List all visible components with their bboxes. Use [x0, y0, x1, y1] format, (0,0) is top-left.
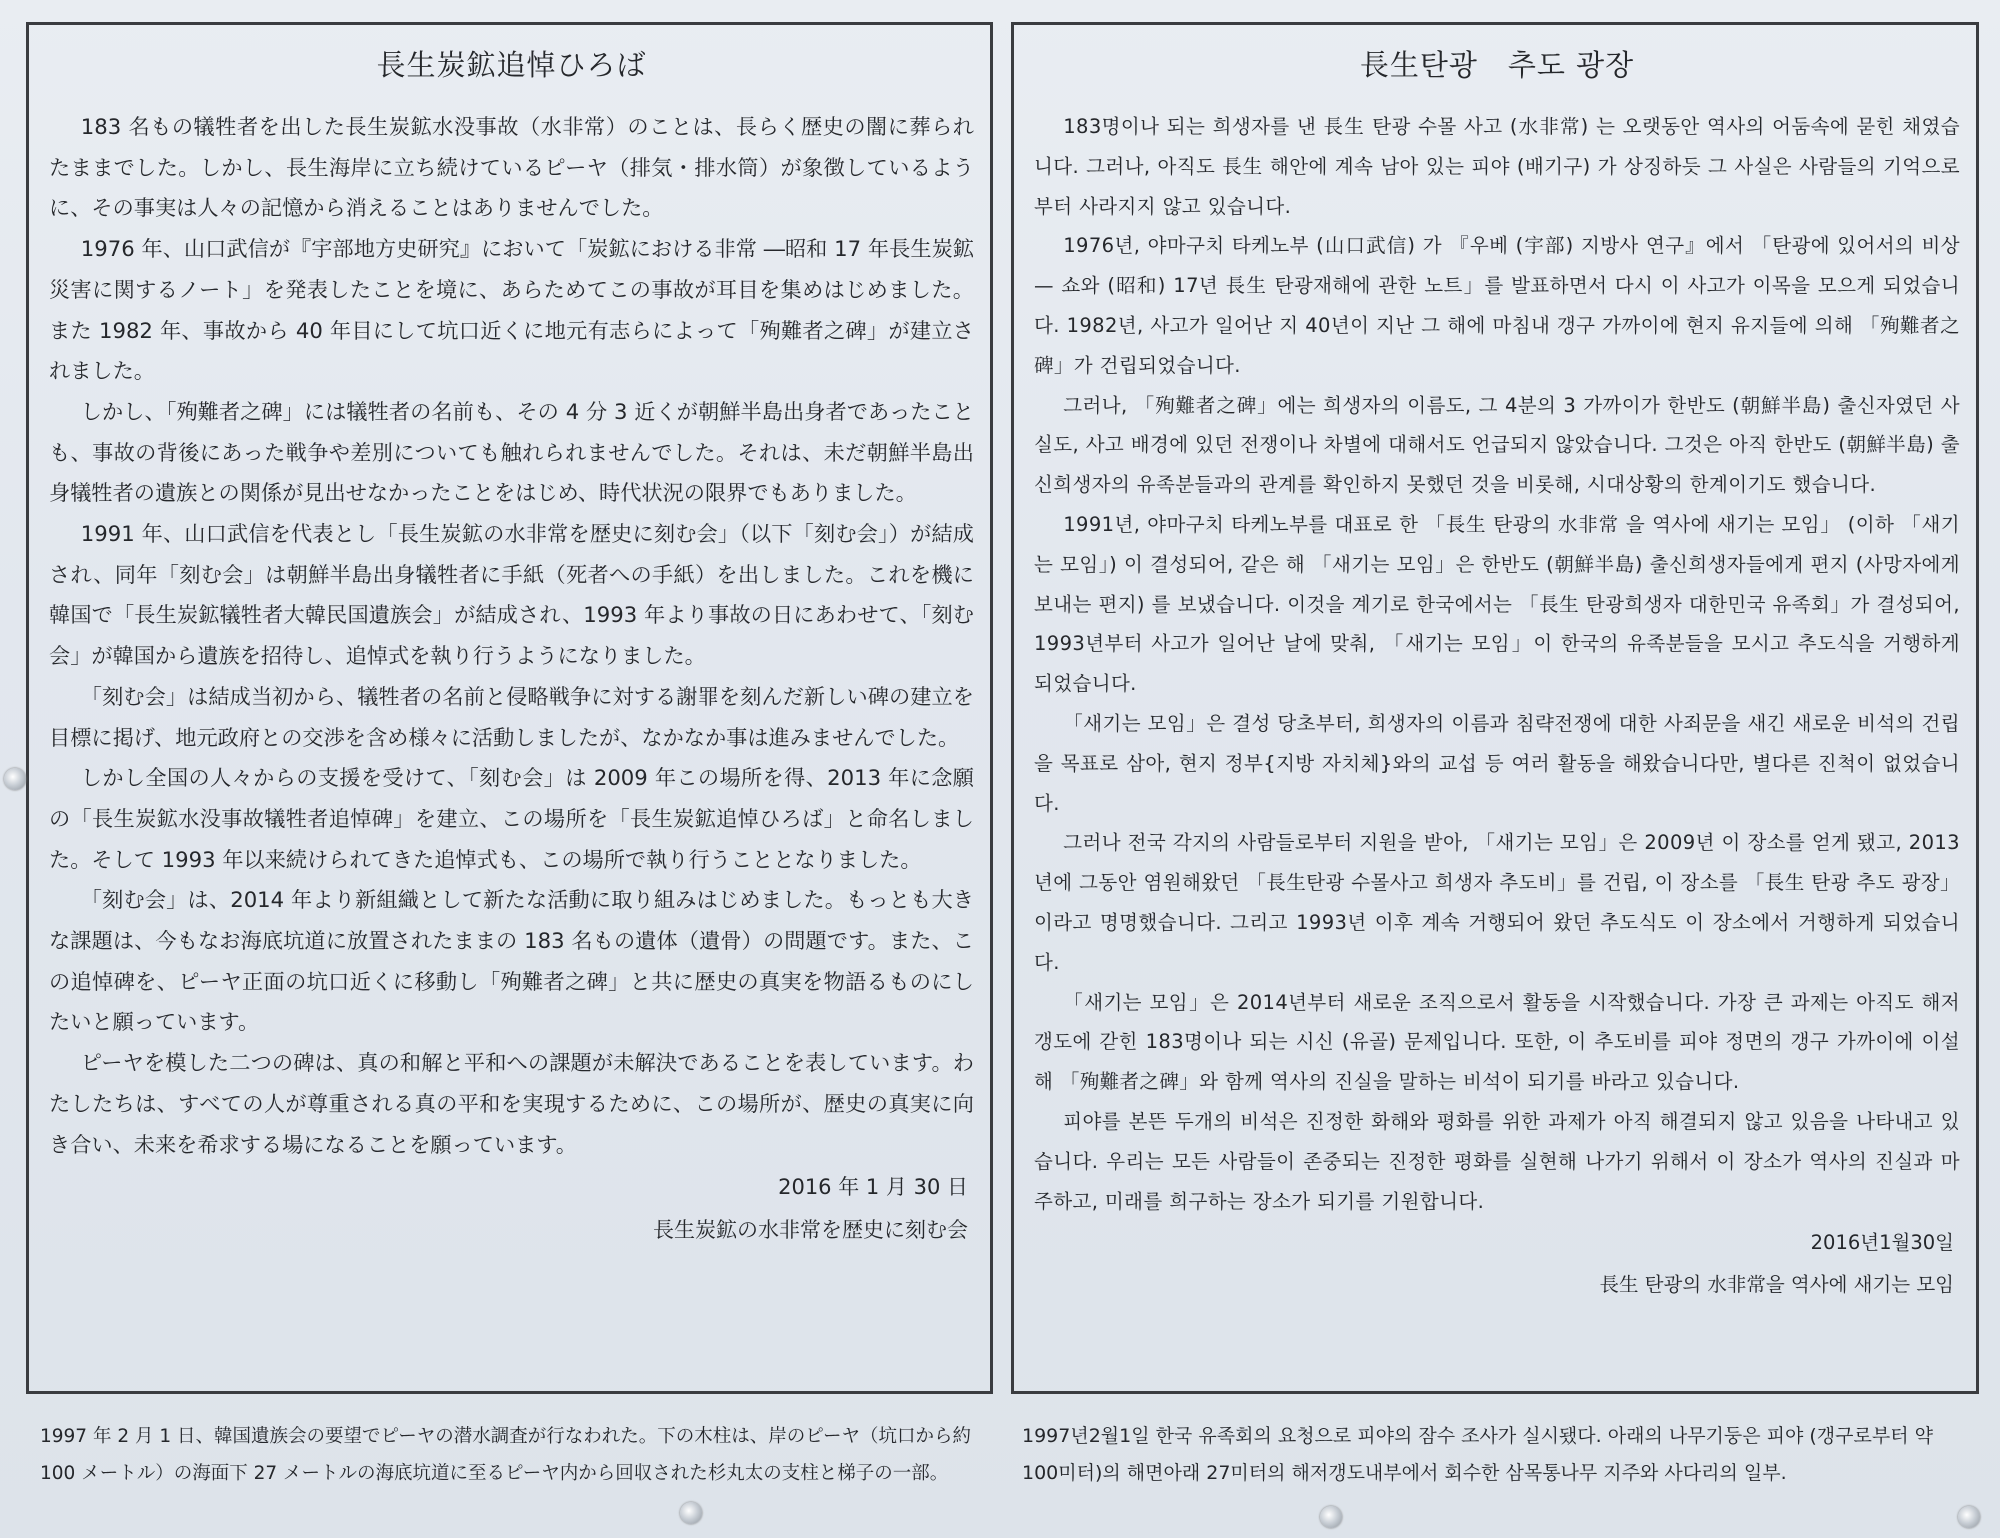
- kr-paragraph-4: 1991년, 야마구치 타케노부를 대표로 한 「長生 탄광의 水非常 을 역사에 새기는 모임」 (이하 「새기는 모임」) 이 결성되어, 같은 해 「새기는 모임」은 한반도 (朝鮮半島) 출신희생자들에게 편지 (사망자에게 보내는 편지) 를 보냈습니다. 이것을 계기로 한국에서는 「長生 탄광희생자 대한민국 유족회」가 결성되어, 1993년부터 사고가 일어난 날에 맞춰, 「새기는 모임」이 한국의 유족분들을 모시고 추도식을 거행하게 되었습니다.: [1034, 512, 1960, 696]
- jp-paragraph-6: しかし全国の人々からの支援を受けて、「刻む会」は 2009 年この場所を得、2013 年に念願の「長生炭鉱水没事故犠牲者追悼碑」を建立、この場所を「長生炭鉱追悼ひろば」と命名しました。そして 1993 年以来続けられてきた追悼式も、この場所で執り行うこととなりました。: [49, 765, 974, 872]
- jp-paragraph-3: しかし、「殉難者之碑」には犠牲者の名前も、その 4 分 3 近くが朝鮮半島出身者であったことも、事故の背後にあった戦争や差別についても触れられませんでした。それは、未だ朝鮮半島出身犠牲者の遺族との関係が見出せなかったことをはじめ、時代状況の限界でもありました。: [49, 398, 974, 506]
- kr-paragraph-5: 「새기는 모임」은 결성 당초부터, 희생자의 이름과 침략전쟁에 대한 사죄문을 새긴 새로운 비석의 건립을 목표로 삼아, 현지 정부{지방 자치체}와의 교섭 등 여러 활동을 해왔습니다만, 별다른 진척이 없었습니다.: [1034, 711, 1960, 815]
- korean-title: 長生탄광 추도 광장: [1359, 48, 1635, 82]
- bolt-icon: [1320, 1506, 1342, 1528]
- jp-paragraph-2: 1976 年、山口武信が『宇部地方史研究』において「炭鉱における非常 ―昭和 17 年長生炭鉱災害に関するノート」を発表したことを境に、あらためてこの事故が耳目を集めはじめました。また 1982 年、事故から 40 年目にして坑口近くに地元有志らによって「殉難者之碑」が建立されました。: [49, 236, 974, 384]
- bolt-icon: [1958, 1506, 1980, 1528]
- kr-paragraph-3: 그러나, 「殉難者之碑」에는 희생자의 이름도, 그 4분의 3 가까이가 한반도 (朝鮮半島) 출신자였던 사실도, 사고 배경에 있던 전쟁이나 차별에 대해서도 언급되지 않았습니다. 그것은 아직 한반도 (朝鮮半島) 출신희생자의 유족분들과의 관계를 확인하지 못했던 것을 비롯해, 시대상황의 한계이기도 했습니다.: [1034, 393, 1960, 497]
- japanese-title: 長生炭鉱追悼ひろば: [376, 48, 647, 82]
- kr-paragraph-6: 그러나 전국 각지의 사람들로부터 지원을 받아, 「새기는 모임」은 2009년 이 장소를 얻게 됐고, 2013년에 그동안 염원해왔던 「長生탄광 수몰사고 희생자 추도비」를 건립, 이 장소를 「長生 탄광 추도 광장」이라고 명명했습니다. 그리고 1993년 이후 계속 거행되어 왔던 추도식도 이 장소에서 거행하게 되었습니다.: [1034, 831, 1960, 974]
- jp-paragraph-4: 1991 年、山口武信を代表とし「長生炭鉱の水非常を歴史に刻む会」（以下「刻む会」）が結成され、同年「刻む会」は朝鮮半島出身犠牲者に手紙（死者への手紙）を出しました。これを機に韓国で「長生炭鉱犠牲者大韓民国遺族会」が結成され、1993 年より事故の日にあわせて、「刻む会」が韓国から遺族を招待し、追悼式を執り行うようになりました。: [49, 521, 974, 669]
- kr-date: 2016년1월30일: [1810, 1231, 1954, 1255]
- jp-paragraph-1: 183 名もの犠牲者を出した長生炭鉱水没事故（水非常）のことは、長らく歴史の闇に葬られたままでした。しかし、長生海岸に立ち続けているピーヤ（排気・排水筒）が象徴しているように、その事実は人々の記憶から消えることはありませんでした。: [49, 114, 974, 221]
- kr-paragraph-8: 피야를 본뜬 두개의 비석은 진정한 화해와 평화를 위한 과제가 아직 해결되지 않고 있음을 나타내고 있습니다. 우리는 모든 사람들이 존중되는 진정한 평화를 실현해 나가기 위해서 이 장소가 역사의 진실과 마주하고, 미래를 희구하는 장소가 되기를 기원합니다.: [1034, 1109, 1960, 1213]
- jp-paragraph-8: ピーヤを模した二つの碑は、真の和解と平和への課題が未解決であることを表しています。わたしたちは、すべての人が尊重される真の平和を実現するために、この場所が、歴史の真実に向き合い、未来を希求する場になることを願っています。: [49, 1050, 974, 1157]
- jp-footnote: 1997 年 2 月 1 日、韓国遺族会の要望でピーヤの潜水調査が行なわれた。下の木柱は、岸のピーヤ（坑口から約 100 メートル）の海面下 27 メートルの海底坑道に至るピーヤ内から回収された杉丸太の支柱と梯子の一部。: [40, 1426, 972, 1484]
- kr-paragraph-1: 183명이나 되는 희생자를 낸 長生 탄광 수몰 사고 (水非常) 는 오랫동안 역사의 어둠속에 묻힌 채였습니다. 그러나, 아직도 長生 해안에 계속 남아 있는 피야 (배기구) 가 상징하듯 그 사실은 사람들의 기억으로부터 사라지지 않고 있습니다.: [1034, 115, 1960, 218]
- bolt-icon: [680, 1502, 702, 1524]
- jp-paragraph-7: 「刻む会」は、2014 年より新組織として新たな活動に取り組みはじめました。もっとも大きな課題は、今もなお海底坑道に放置されたままの 183 名もの遺体（遺骨）の問題です。また、この追悼碑を、ピーヤ正面の坑口近くに移動し「殉難者之碑」と共に歴史の真実を物語るものにしたいと願っています。: [49, 887, 974, 1035]
- jp-signature: 長生炭鉱の水非常を歴史に刻む会: [653, 1218, 968, 1243]
- japanese-text-panel: [26, 22, 993, 1394]
- kr-paragraph-7: 「새기는 모임」은 2014년부터 새로운 조직으로서 활동을 시작했습니다. 가장 큰 과제는 아직도 해저갱도에 갇힌 183명이나 되는 시신 (유골) 문제입니다. 또한, 이 추도비를 피야 정면의 갱구 가까이에 이설해 「殉難者之碑」와 함께 역사의 진실을 말하는 비석이 되기를 바라고 있습니다.: [1034, 990, 1960, 1094]
- jp-date: 2016 年 1 月 30 日: [778, 1175, 968, 1200]
- kr-signature: 長生 탄광의 水非常을 역사에 새기는 모임: [1599, 1273, 1954, 1297]
- kr-paragraph-2: 1976년, 야마구치 타케노부 (山口武信) 가 『우베 (宇部) 지방사 연구』에서 「탄광에 있어서의 비상— 쇼와 (昭和) 17년 長生 탄광재해에 관한 노트」를 발표하면서 다시 이 사고가 이목을 모으게 되었습니다. 1982년, 사고가 일어난 지 40년이 지난 그 해에 마침내 갱구 가까이에 현지 유지들에 의해 「殉難者之碑」가 건립되었습니다.: [1034, 234, 1960, 377]
- bolt-icon: [4, 768, 26, 790]
- jp-paragraph-5: 「刻む会」は結成当初から、犠牲者の名前と侵略戦争に対する謝罪を刻んだ新しい碑の建立を目標に掲げ、地元政府との交渉を含め様々に活動しましたが、なかなか事は進みませんでした。: [49, 683, 974, 750]
- korean-text-panel: [1011, 22, 1979, 1394]
- kr-footnote: 1997년2월1일 한국 유족회의 요청으로 피야의 잠수 조사가 실시됐다. 아래의 나무기둥은 피야 (갱구로부터 약100미터)의 해면아래 27미터의 해저갱도내부에서 회수한 삼목통나무 지주와 사다리의 일부.: [1022, 1425, 1933, 1484]
